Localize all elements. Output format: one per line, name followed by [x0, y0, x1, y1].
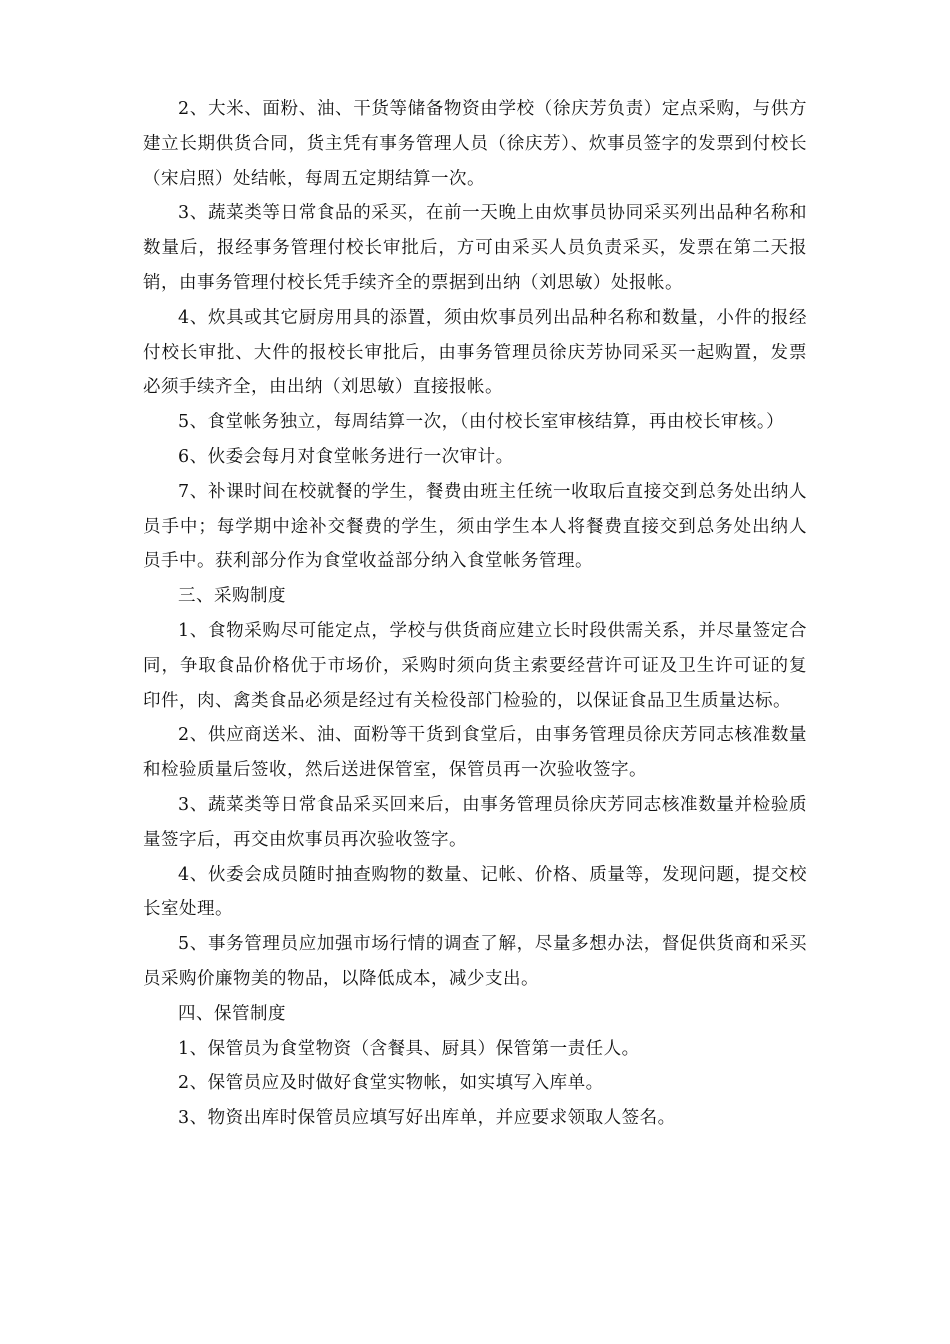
paragraph-4-1: 1、保管员为食堂物资（含餐具、厨具）保管第一责任人。: [178, 1038, 640, 1059]
paragraph-2-1-2: 2、大米、面粉、油、干货等储备物资由学校（徐庆芳负责）定点采购，与供方建立长期供货合同，货主凭有事务管理人员（徐庆芳）、炊事员签字的发票到付校长（宋启照）处结帐，每周五定期结算一次。: [143, 99, 807, 189]
section-heading-storage: 四、保管制度: [178, 1003, 286, 1024]
section-heading-procurement: 三、采购制度: [178, 586, 286, 607]
paragraph-3-5: 5、事务管理员应加强市场行情的调查了解，尽量多想办法，督促供货商和采买员采购价廉物美的物品，以降低成本，减少支出。: [143, 934, 807, 989]
paragraph-3-2: 2、供应商送米、油、面粉等干货到食堂后，由事务管理员徐庆芳同志核准数量和检验质量后签收，然后送进保管室，保管员再一次验收签字。: [143, 725, 807, 781]
paragraph-2-1-3: 3、蔬菜类等日常食品的采买，在前一天晚上由炊事员协同采买列出品种名称和数量后，报经事务管理付校长审批后，方可由采买人员负责采买，发票在第二天报销，由事务管理付校长凭手续齐全的票据到出纳（刘思敏）处报帐。: [143, 203, 807, 293]
paragraph-2-1-6: 6、伙委会每月对食堂帐务进行一次审计。: [178, 446, 514, 467]
paragraph-4-2: 2、保管员应及时做好食堂实物帐，如实填写入库单。: [178, 1073, 604, 1094]
paragraph-3-4: 4、伙委会成员随时抽查购物的数量、记帐、价格、质量等，发现问题，提交校长室处理。: [143, 864, 807, 920]
paragraph-2-1-4: 4、炊具或其它厨房用具的添置，须由炊事员列出品种名称和数量，小件的报经付校长审批、大件的报校长审批后，由事务管理员徐庆芳协同采买一起购置，发票必须手续齐全，由出纳（刘思敏）直接报帐。: [143, 307, 807, 398]
paragraph-2-1-5: 5、食堂帐务独立，每周结算一次，（由付校长室审核结算，再由校长审核。）: [178, 412, 785, 433]
paragraph-3-1: 1、食物采购尽可能定点，学校与供货商应建立长时段供需关系，并尽量签定合同，争取食品价格优于市场价，采购时须向货主索要经营许可证及卫生许可证的复印件，肉、禽类食品必须是经过有关检役部门检验的，以保证食品卫生质量达标。: [143, 620, 807, 711]
paragraph-4-3: 3、物资出库时保管员应填写好出库单，并应要求领取人签名。: [178, 1108, 676, 1129]
paragraph-3-3: 3、蔬菜类等日常食品采买回来后，由事务管理员徐庆芳同志核准数量并检验质量签字后，再交由炊事员再次验收签字。: [143, 794, 807, 850]
paragraph-2-1-7: 7、补课时间在校就餐的学生，餐费由班主任统一收取后直接交到总务处出纳人员手中；每学期中途补交餐费的学生，须由学生本人将餐费直接交到总务处出纳人员手中。获利部分作为食堂收益部分纳入食堂帐务管理。: [143, 481, 807, 572]
document-body: [143, 92, 807, 1136]
